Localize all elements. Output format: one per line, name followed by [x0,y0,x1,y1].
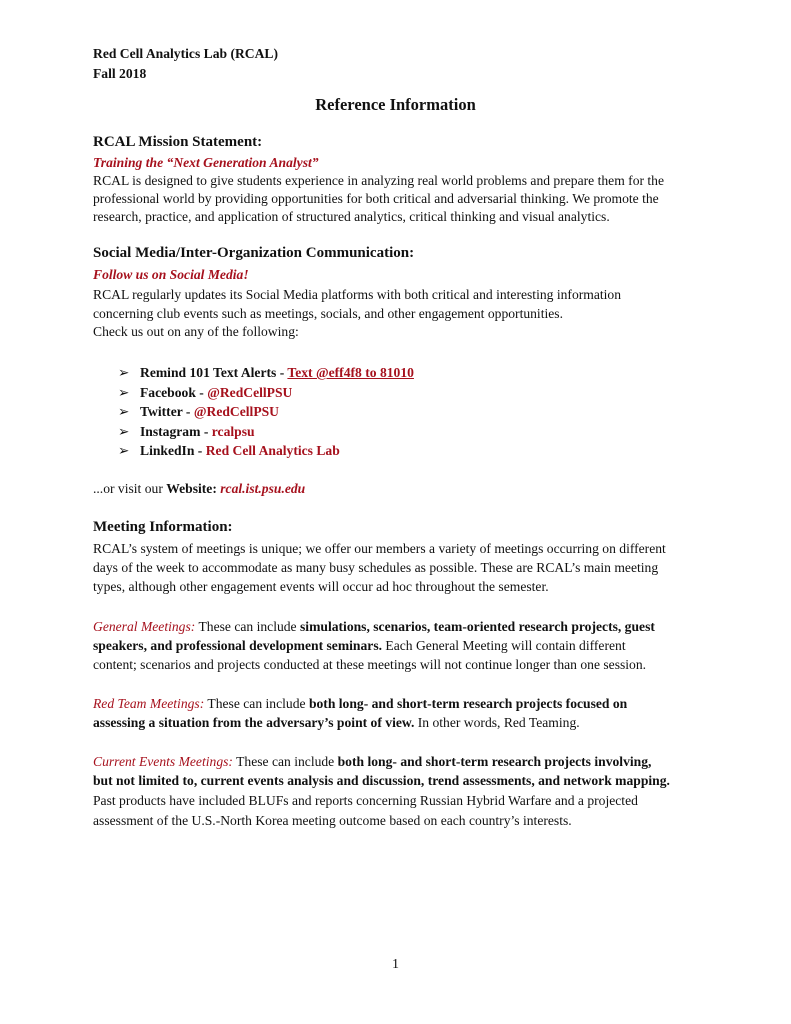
org-name: Red Cell Analytics Lab (RCAL) [93,46,279,61]
page-number: 1 [392,957,399,972]
twitter-link[interactable]: @RedCellPSU [193,404,279,419]
current-events-line: Past products have included BLUFs and reports concerning Russian Hybrid Warfare and a projected [93,793,638,808]
general-meetings-line [93,638,626,654]
website-link[interactable]: rcal.ist.psu.edu [220,481,306,496]
current-events-bold-text: both long- and short-term research projects involving, [337,754,652,769]
mission-line: RCAL is designed to give students experience in analyzing real world problems and prepare them for the [93,173,665,188]
meetings-line: days of the week to accommodate as many busy schedules as possible. These are RCAL’s main meeting [93,560,659,575]
current-events-line: assessment of the U.S.-North Korea meeting outcome based on each country’s interests. [93,813,572,828]
mission-line: professional world by providing opportunities for both critical and adversarial thinking. We promote the [93,191,659,206]
current-events-label: Current Events Meetings: [93,754,233,769]
arrow-bullet-icon: ➢ [118,365,130,380]
mission-heading: RCAL Mission Statement: [93,134,263,150]
arrow-bullet-icon: ➢ [118,423,130,439]
linkedin-link[interactable]: Red Cell Analytics Lab [205,443,340,458]
mission-tagline: Training the “Next Generation Analyst” [93,155,319,170]
instagram-link[interactable]: rcalpsu [211,423,255,439]
list-item [118,363,414,383]
page-title: Reference Information [315,95,476,114]
item-label: Instagram - [140,423,212,439]
item-label: LinkedIn - [140,443,206,458]
remind-link[interactable]: Text @eff4f8 to 81010 [287,365,414,380]
arrow-bullet-icon: ➢ [118,384,130,400]
general-bold-text: speakers, and professional development seminars. [93,638,383,653]
general-bold-text: simulations, scenarios, team-oriented research projects, guest [300,619,655,634]
list-item [118,402,414,422]
general-text: Each General Meeting will contain different [382,638,626,653]
general-meetings-label: General Meetings: [93,619,196,634]
meetings-line: RCAL’s system of meetings is unique; we offer our members a variety of meetings occurring on different [93,541,666,556]
current-events-line: but not limited to, current events analysis and discussion, trend assessments, and network mapping. [93,773,670,788]
facebook-link[interactable]: @RedCellPSU [207,384,293,400]
list-item [118,383,414,403]
red-team-text: These can include [204,696,309,711]
social-line: concerning club events such as meetings, socials, and other engagement opportunities. [93,306,563,321]
general-text: These can include [195,619,300,634]
red-team-line [93,715,580,731]
social-line: RCAL regularly updates its Social Media platforms with both critical and interesting information [93,287,622,302]
red-team-bold-text: assessing a situation from the adversary’s point of view. [93,715,415,730]
social-links-list [118,363,414,461]
website-line [93,481,305,497]
website-label: Website: [166,481,217,496]
item-label: Twitter - [140,404,194,419]
general-meetings-line: content; scenarios and projects conducted at these meetings will not continue longer than one session. [93,657,647,672]
red-team-label: Red Team Meetings: [93,696,205,711]
red-team-line [93,696,627,712]
meetings-heading: Meeting Information: [93,519,233,535]
current-events-text: These can include [232,754,338,769]
list-item [118,441,414,461]
item-label: Facebook - [140,384,208,400]
meetings-line: types, although other engagement events will occur ad hoc throughout the semester. [93,579,549,594]
list-item [118,422,414,442]
current-events-line [93,754,651,770]
term: Fall 2018 [93,66,147,81]
item-label: Remind 101 Text Alerts - [140,365,288,380]
mission-line: research, practice, and application of structured analytics, critical thinking and visual analytics. [93,209,610,224]
red-team-bold-text: both long- and short-term research projects focused on [308,696,628,711]
red-team-text: In other words, Red Teaming. [414,715,580,730]
social-heading: Social Media/Inter-Organization Communication: [93,245,415,261]
arrow-bullet-icon: ➢ [118,443,130,458]
arrow-bullet-icon: ➢ [118,404,130,419]
social-tagline: Follow us on Social Media! [93,267,249,282]
general-meetings-line [93,619,655,635]
social-line: Check us out on any of the following: [93,324,299,339]
website-prefix: ...or visit our [93,481,167,496]
